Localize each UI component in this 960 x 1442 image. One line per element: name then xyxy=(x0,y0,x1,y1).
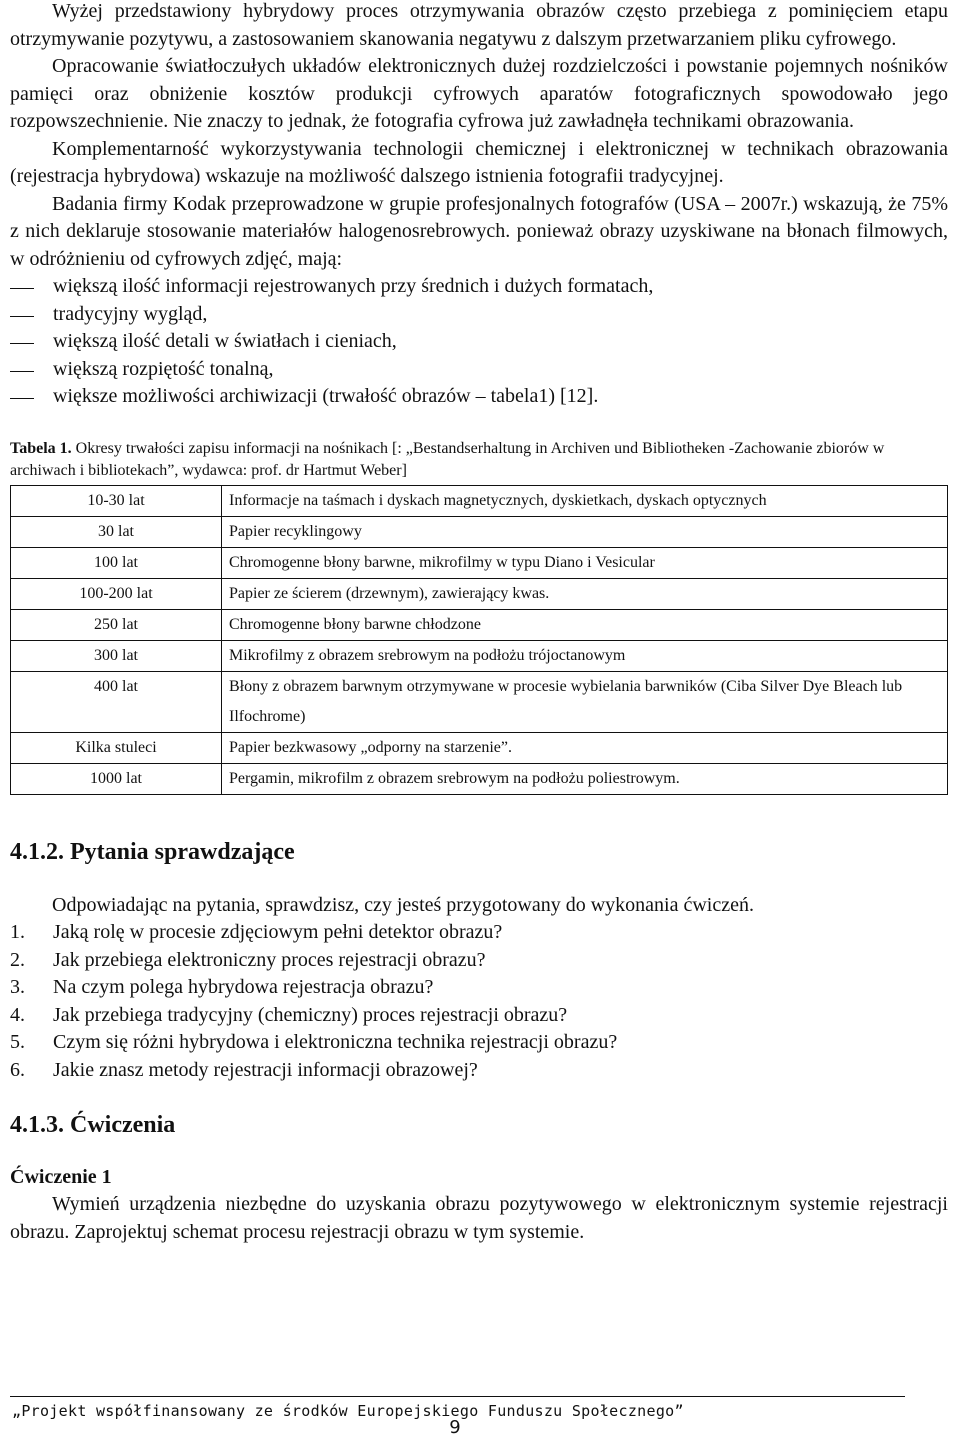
table-caption xyxy=(10,438,948,482)
question-item xyxy=(10,1002,948,1030)
table-row xyxy=(11,578,948,609)
dash-bullet-icon xyxy=(10,371,34,372)
question-number: 3. xyxy=(10,976,25,998)
intro-paragraph-3: Komplementarność wykorzystywania technologii chemicznej i elektronicznej w technikach obrazowania (rejestracja hybrydowa) wskazuje na możliwość dalszego istnienia fotografii tradycyjnej. xyxy=(10,137,948,187)
advantages-list xyxy=(10,273,948,411)
period-cell: 400 lat xyxy=(11,671,222,732)
exercise-text: Wymień urządzenia niezbędne do uzyskania obrazu pozytywowego w elektronicznym systemie rejestracji obrazu. Zaprojektuj schemat procesu rejestracji obrazu w tym systemie. xyxy=(10,1193,948,1243)
question-number: 1. xyxy=(10,921,25,943)
list-item: tradycyjny wygląd, xyxy=(10,301,948,329)
list-item: większą ilość detali w światłach i cieniach, xyxy=(10,328,948,356)
footer-note: „Projekt współfinansowany ze środków Europejskiego Funduszu Społecznego” xyxy=(12,1402,684,1420)
question-text: Jak przebiega elektroniczny proces rejestracji obrazu? xyxy=(53,948,486,971)
table-row xyxy=(11,609,948,640)
intro-paragraph-4: Badania firmy Kodak przeprowadzone w grupie profesjonalnych fotografów (USA – 2007r.) wskazują, że 75% z nich deklaruje stosowanie materiałów halogenosrebrowych. ponieważ obrazy uzyskiwane na błonach filmowych, w odróżnieniu od cyfrowych zdjęć, mają: xyxy=(10,192,948,270)
durability-table xyxy=(10,485,948,795)
table-row xyxy=(11,763,948,794)
dash-bullet-icon xyxy=(10,343,34,344)
question-item xyxy=(10,1029,948,1057)
media-cell: Pergamin, mikrofilm z obrazem srebrowym na podłożu poliestrowym. xyxy=(222,763,948,794)
table-caption-text: Okresy trwałości zapisu informacji na nośnikach [: „Bestandserhaltung in Archiven und Bibliotheken -Zachowanie zbiorów w archiwach i bibliotekach”, wydawca: prof. dr Hartmut Weber] xyxy=(10,439,885,479)
media-cell: Informacje na taśmach i dyskach magnetycznych, dyskietkach, dyskach optycznych xyxy=(222,485,948,516)
period-cell: 10-30 lat xyxy=(11,485,222,516)
media-cell: Papier recyklingowy xyxy=(222,516,948,547)
list-item: większą ilość informacji rejestrowanych przy średnich i dużych formatach, xyxy=(10,273,948,301)
list-item: większą rozpiętość tonalną, xyxy=(10,356,948,384)
question-text: Jak przebiega tradycyjny (chemiczny) proces rejestracji obrazu? xyxy=(53,1003,568,1026)
page-number: 9 xyxy=(449,1417,461,1438)
footer-divider xyxy=(10,1396,905,1397)
period-cell: 100-200 lat xyxy=(11,578,222,609)
period-cell: 100 lat xyxy=(11,547,222,578)
questions-list xyxy=(10,919,948,1084)
dash-bullet-icon xyxy=(10,316,34,317)
list-item: większe możliwości archiwizacji (trwałość obrazów – tabela1) [12]. xyxy=(10,383,948,411)
question-text: Jaką rolę w procesie zdjęciowym pełni detektor obrazu? xyxy=(53,921,503,943)
question-number: 6. xyxy=(10,1058,25,1081)
question-item xyxy=(10,1057,948,1085)
intro-paragraph-1: Wyżej przedstawiony hybrydowy proces otrzymywania obrazów często przebiega z pominięciem etapu otrzymywanie pozytywu, a zastosowaniem skanowania negatywu z dalszym przetwarzaniem pliku cyfrowego. xyxy=(10,0,948,50)
period-cell: 30 lat xyxy=(11,516,222,547)
question-text: Czym się różni hybrydowa i elektroniczna technika rejestracji obrazu? xyxy=(53,1031,618,1053)
media-cell: Papier bezkwasowy „odporny na starzenie”. xyxy=(222,732,948,763)
section-heading-exercises: 4.1.3. Ćwiczenia xyxy=(10,1112,176,1138)
dash-bullet-icon xyxy=(10,398,34,399)
media-cell: Chromogenne błony barwne chłodzone xyxy=(222,609,948,640)
period-cell: 250 lat xyxy=(11,609,222,640)
question-text: Na czym polega hybrydowa rejestracja obrazu? xyxy=(53,976,434,998)
exercise-title: Ćwiczenie 1 xyxy=(10,1166,112,1188)
table-row xyxy=(11,671,948,732)
question-text: Jakie znasz metody rejestracji informacji obrazowej? xyxy=(53,1058,478,1081)
question-number: 4. xyxy=(10,1003,25,1026)
table-row xyxy=(11,485,948,516)
question-number: 2. xyxy=(10,948,25,971)
section-heading-questions: 4.1.2. Pytania sprawdzające xyxy=(10,838,295,865)
question-item xyxy=(10,919,948,947)
question-item xyxy=(10,974,948,1002)
table-caption-label: Tabela 1. xyxy=(10,439,72,457)
table-row xyxy=(11,732,948,763)
table-row xyxy=(11,640,948,671)
media-cell: Mikrofilmy z obrazem srebrowym na podłożu trójoctanowym xyxy=(222,640,948,671)
dash-bullet-icon xyxy=(10,288,34,289)
period-cell: 300 lat xyxy=(11,640,222,671)
period-cell: 1000 lat xyxy=(11,763,222,794)
period-cell: Kilka stuleci xyxy=(11,732,222,763)
table-row xyxy=(11,547,948,578)
media-cell: Papier ze ścierem (drzewnym), zawierający kwas. xyxy=(222,578,948,609)
media-cell: Błony z obrazem barwnym otrzymywane w procesie wybielania barwników (Ciba Silver Dye Bleach lub Ilfochrome) xyxy=(222,671,948,732)
media-cell: Chromogenne błony barwne, mikrofilmy w typu Diano i Vesicular xyxy=(222,547,948,578)
question-number: 5. xyxy=(10,1031,25,1053)
question-item xyxy=(10,947,948,975)
table-row xyxy=(11,516,948,547)
questions-intro: Odpowiadając na pytania, sprawdzisz, czy jesteś przygotowany do wykonania ćwiczeń. xyxy=(52,893,754,916)
intro-paragraph-2: Opracowanie światłoczułych układów elektronicznych dużej rozdzielczości i powstanie pojemnych nośników pamięci oraz obniżenie kosztów produkcji cyfrowych aparatów fotograficznych spowodowało jego rozpowszechnienie. Nie znaczy to jednak, że fotografia cyfrowa już zawładnęła technikami obrazowania. xyxy=(10,55,948,132)
